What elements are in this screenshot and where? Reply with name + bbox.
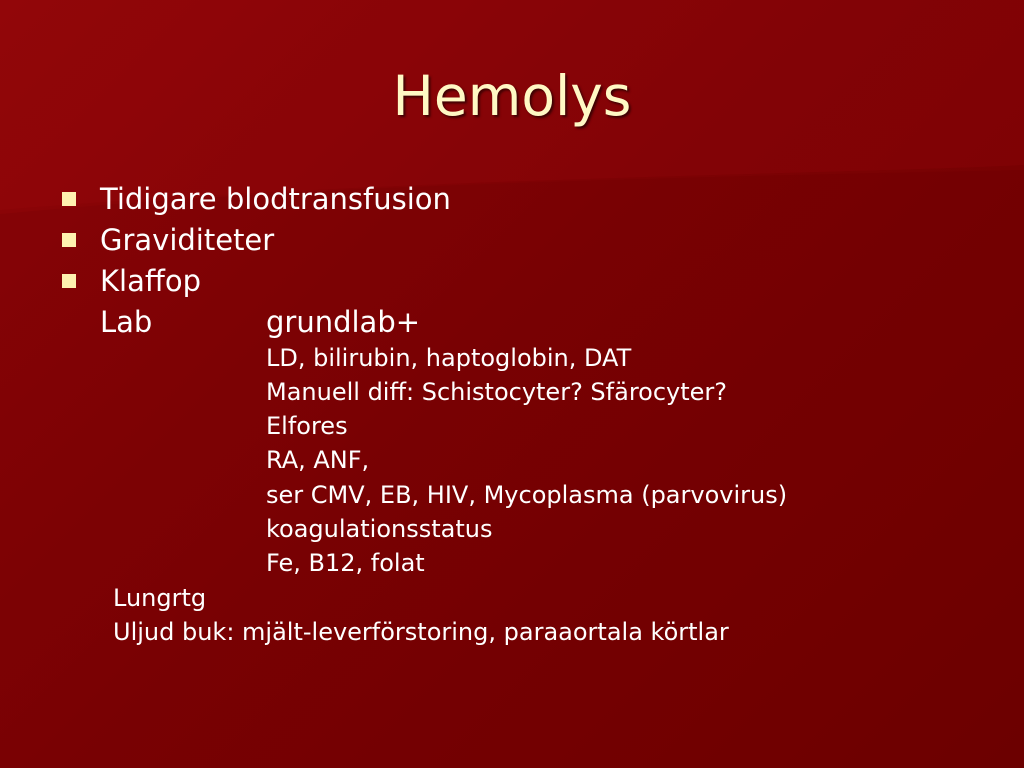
lab-label: Lab	[100, 305, 153, 339]
extra-line-lungrtg: Lungrtg	[113, 584, 207, 612]
lab-item-koagulationsstatus: koagulationsstatus	[266, 515, 493, 543]
lab-item-manuell-diff: Manuell diff: Schistocyter? Sfärocyter?	[266, 378, 728, 406]
square-bullet-icon	[62, 233, 76, 247]
bullet-item-klaffop	[62, 263, 201, 299]
lab-value: grundlab+	[266, 305, 421, 339]
bullet-label: Tidigare blodtransfusion	[100, 182, 451, 216]
bullet-item-graviditeter	[62, 222, 274, 258]
square-bullet-icon	[62, 274, 76, 288]
bullet-label: Klaffop	[100, 264, 201, 298]
bullet-item-tidigare-blodtransfusion	[62, 181, 451, 217]
extra-line-uljud-buk: Uljud buk: mjält-leverförstoring, paraaortala körtlar	[113, 618, 729, 646]
lab-item-ld-bilirubin: LD, bilirubin, haptoglobin, DAT	[266, 344, 632, 372]
lab-item-elfores: Elfores	[266, 412, 348, 440]
lab-item-fe-b12-folat: Fe, B12, folat	[266, 549, 425, 577]
bullet-label: Graviditeter	[100, 223, 275, 257]
lab-item-ra-anf: RA, ANF,	[266, 446, 370, 474]
lab-item-ser-cmv: ser CMV, EB, HIV, Mycoplasma (parvovirus)	[266, 481, 788, 509]
square-bullet-icon	[62, 192, 76, 206]
slide-title: Hemolys	[392, 64, 632, 128]
